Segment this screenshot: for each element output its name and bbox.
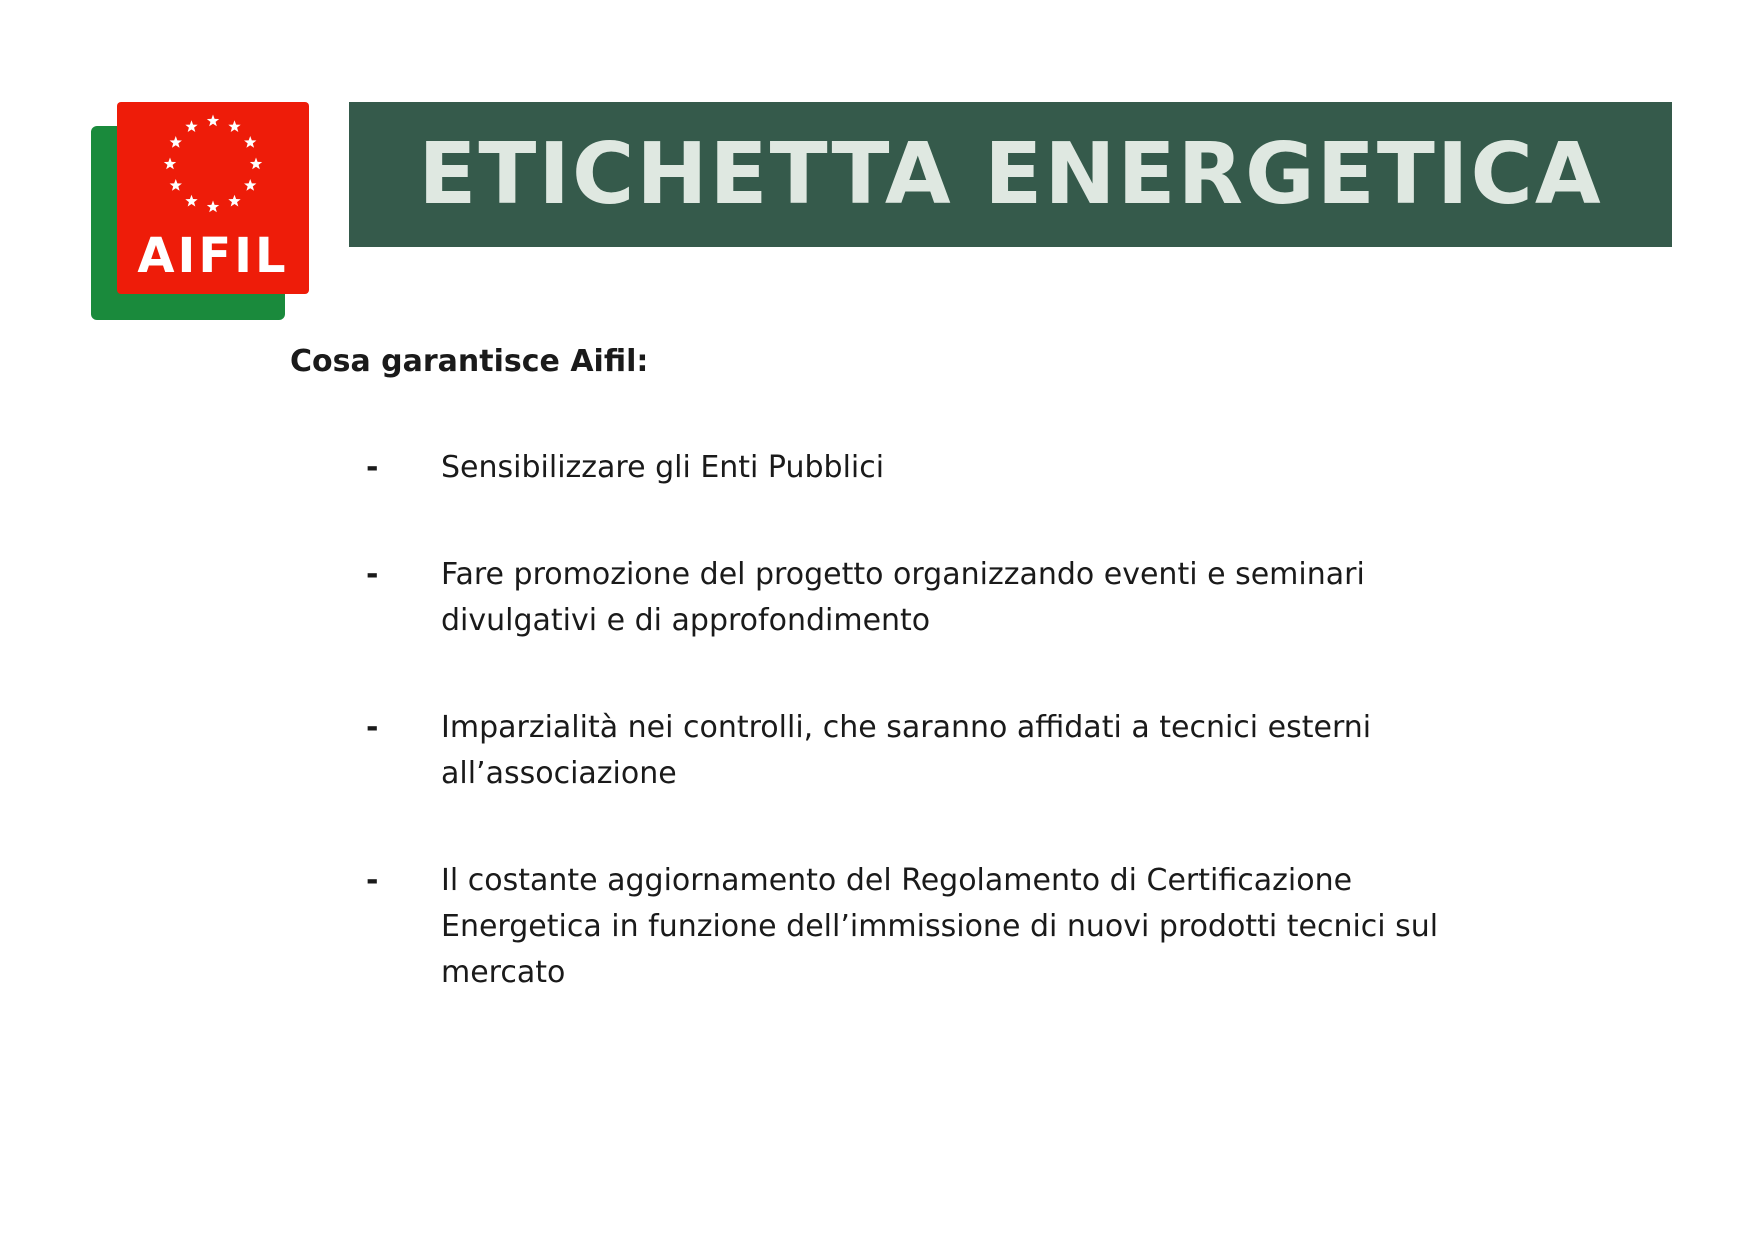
list-item	[366, 445, 1516, 491]
logo-wordmark: AIFIL	[137, 228, 289, 284]
list-item-text: Fare promozione del progetto organizzando eventi e seminari divulgativi e di approfondimento	[441, 557, 1365, 638]
star-icon	[228, 195, 240, 207]
section-heading: Cosa garantisce Aifil:	[290, 344, 649, 379]
star-icon	[170, 136, 182, 148]
star-icon	[244, 179, 256, 191]
aifil-logo	[91, 102, 309, 320]
list-item-text: Sensibilizzare gli Enti Pubblici	[441, 450, 885, 485]
logo-red-square	[117, 102, 309, 294]
dash-bullet: -	[366, 557, 379, 592]
dash-bullet: -	[366, 863, 379, 898]
list-item-text: Imparzialità nei controlli, che saranno affidati a tecnici esterni all’associazione	[441, 710, 1372, 791]
guarantee-list	[366, 445, 1516, 996]
list-item	[366, 858, 1516, 996]
star-icon	[164, 158, 176, 170]
list-item	[366, 552, 1516, 644]
star-icon	[228, 120, 240, 132]
star-icon	[185, 195, 197, 207]
star-icon	[185, 120, 197, 132]
list-item-text: Il costante aggiornamento del Regolamento di Certificazione Energetica in funzione dell’immissione di nuovi prodotti tecnici sul mercato	[441, 863, 1439, 990]
star-icon	[250, 158, 262, 170]
star-icon	[170, 179, 182, 191]
star-icon	[244, 136, 256, 148]
list-item	[366, 705, 1516, 797]
dash-bullet: -	[366, 710, 379, 745]
star-icon	[207, 115, 219, 127]
star-icon	[207, 201, 219, 213]
dash-bullet: -	[366, 450, 379, 485]
title-banner	[349, 102, 1672, 247]
banner-title: ETICHETTA ENERGETICA	[418, 125, 1603, 224]
